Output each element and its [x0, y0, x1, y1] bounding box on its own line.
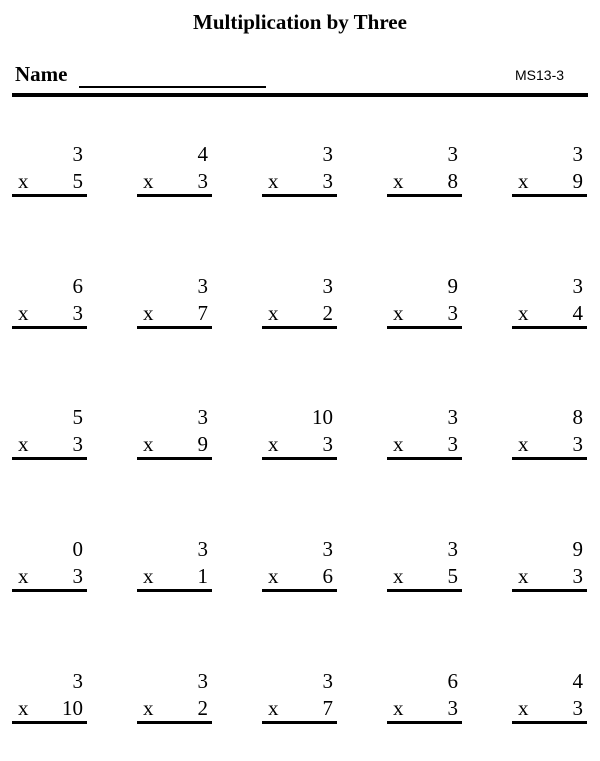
problem-r4-c2: [137, 537, 212, 607]
multiplier: 3: [72, 432, 83, 456]
multiply-operator: x: [518, 432, 529, 456]
problem-r1-c2: [137, 142, 212, 212]
problem-r3-c5: [512, 405, 587, 475]
name-label: Name: [15, 62, 68, 86]
multiplier: 9: [572, 169, 583, 193]
multiplicand: 0: [72, 537, 83, 561]
multiplicand: 3: [572, 142, 583, 166]
multiply-operator: x: [268, 696, 279, 720]
answer-line[interactable]: [12, 326, 87, 329]
multiplicand: 3: [447, 537, 458, 561]
answer-line[interactable]: [387, 194, 462, 197]
answer-line[interactable]: [387, 721, 462, 724]
multiplier: 7: [322, 696, 333, 720]
multiplier: 3: [447, 432, 458, 456]
multiplier: 8: [447, 169, 458, 193]
multiply-operator: x: [393, 696, 404, 720]
multiply-operator: x: [143, 564, 154, 588]
multiply-operator: x: [18, 301, 29, 325]
multiply-operator: x: [518, 301, 529, 325]
multiplier: 5: [72, 169, 83, 193]
multiplicand: 9: [572, 537, 583, 561]
problem-r3-c2: [137, 405, 212, 475]
answer-line[interactable]: [137, 194, 212, 197]
multiplicand: 3: [197, 537, 208, 561]
multiply-operator: x: [518, 169, 529, 193]
multiplier: 3: [447, 696, 458, 720]
multiplicand: 4: [197, 142, 208, 166]
multiplicand: 6: [72, 274, 83, 298]
answer-line[interactable]: [387, 589, 462, 592]
multiply-operator: x: [18, 169, 29, 193]
multiplicand: 3: [197, 405, 208, 429]
answer-line[interactable]: [262, 457, 337, 460]
problem-r3-c3: [262, 405, 337, 475]
multiplier: 3: [72, 301, 83, 325]
answer-line[interactable]: [387, 326, 462, 329]
multiplier: 3: [322, 432, 333, 456]
multiplier: 3: [572, 696, 583, 720]
problem-r3-c4: [387, 405, 462, 475]
multiply-operator: x: [393, 169, 404, 193]
problem-r2-c1: [12, 274, 87, 344]
multiplicand: 8: [572, 405, 583, 429]
multiply-operator: x: [18, 564, 29, 588]
multiplier: 7: [197, 301, 208, 325]
multiply-operator: x: [143, 696, 154, 720]
multiplier: 10: [62, 696, 83, 720]
multiplicand: 3: [322, 142, 333, 166]
problem-r2-c4: [387, 274, 462, 344]
problem-r1-c4: [387, 142, 462, 212]
answer-line[interactable]: [137, 589, 212, 592]
answer-line[interactable]: [387, 457, 462, 460]
multiplicand: 3: [322, 669, 333, 693]
multiply-operator: x: [518, 696, 529, 720]
multiply-operator: x: [393, 301, 404, 325]
multiply-operator: x: [518, 564, 529, 588]
answer-line[interactable]: [512, 326, 587, 329]
problem-r4-c5: [512, 537, 587, 607]
multiply-operator: x: [268, 169, 279, 193]
answer-line[interactable]: [137, 721, 212, 724]
multiplicand: 9: [447, 274, 458, 298]
answer-line[interactable]: [262, 721, 337, 724]
problem-r5-c1: [12, 669, 87, 739]
problem-r3-c1: [12, 405, 87, 475]
answer-line[interactable]: [512, 457, 587, 460]
multiply-operator: x: [18, 696, 29, 720]
answer-line[interactable]: [137, 457, 212, 460]
problem-r1-c3: [262, 142, 337, 212]
multiplier: 2: [322, 301, 333, 325]
multiplicand: 3: [572, 274, 583, 298]
multiply-operator: x: [268, 432, 279, 456]
multiplier: 3: [197, 169, 208, 193]
worksheet-title: Multiplication by Three: [193, 10, 407, 34]
multiply-operator: x: [393, 432, 404, 456]
problem-r5-c4: [387, 669, 462, 739]
multiplicand: 10: [312, 405, 333, 429]
multiplier: 1: [197, 564, 208, 588]
answer-line[interactable]: [12, 589, 87, 592]
multiply-operator: x: [268, 564, 279, 588]
multiplicand: 3: [322, 537, 333, 561]
multiplier: 3: [572, 564, 583, 588]
answer-line[interactable]: [262, 194, 337, 197]
problem-r1-c1: [12, 142, 87, 212]
multiplier: 3: [572, 432, 583, 456]
problem-r1-c5: [512, 142, 587, 212]
multiplier: 5: [447, 564, 458, 588]
problem-r2-c5: [512, 274, 587, 344]
multiplier: 3: [322, 169, 333, 193]
multiplicand: 3: [72, 669, 83, 693]
multiply-operator: x: [268, 301, 279, 325]
problem-r4-c1: [12, 537, 87, 607]
multiplier: 9: [197, 432, 208, 456]
multiplicand: 3: [447, 405, 458, 429]
multiplicand: 3: [447, 142, 458, 166]
multiplier: 3: [447, 301, 458, 325]
multiply-operator: x: [393, 564, 404, 588]
multiply-operator: x: [143, 432, 154, 456]
problem-r2-c3: [262, 274, 337, 344]
multiplicand: 3: [197, 274, 208, 298]
multiplicand: 3: [197, 669, 208, 693]
problem-r2-c2: [137, 274, 212, 344]
multiplier: 3: [72, 564, 83, 588]
multiply-operator: x: [18, 432, 29, 456]
multiplicand: 6: [447, 669, 458, 693]
multiplicand: 3: [322, 274, 333, 298]
multiplier: 6: [322, 564, 333, 588]
multiplicand: 5: [72, 405, 83, 429]
multiply-operator: x: [143, 301, 154, 325]
answer-line[interactable]: [12, 194, 87, 197]
answer-line[interactable]: [262, 589, 337, 592]
multiply-operator: x: [143, 169, 154, 193]
answer-line[interactable]: [512, 721, 587, 724]
answer-line[interactable]: [12, 457, 87, 460]
multiplicand: 4: [572, 669, 583, 693]
problem-r4-c3: [262, 537, 337, 607]
problem-r5-c5: [512, 669, 587, 739]
worksheet-code: MS13-3: [515, 67, 565, 83]
problem-r5-c2: [137, 669, 212, 739]
multiplier: 4: [572, 301, 583, 325]
answer-line[interactable]: [262, 326, 337, 329]
multiplicand: 3: [72, 142, 83, 166]
multiplier: 2: [197, 696, 208, 720]
answer-line[interactable]: [512, 194, 587, 197]
answer-line[interactable]: [137, 326, 212, 329]
problem-r5-c3: [262, 669, 337, 739]
answer-line[interactable]: [12, 721, 87, 724]
problem-r4-c4: [387, 537, 462, 607]
answer-line[interactable]: [512, 589, 587, 592]
